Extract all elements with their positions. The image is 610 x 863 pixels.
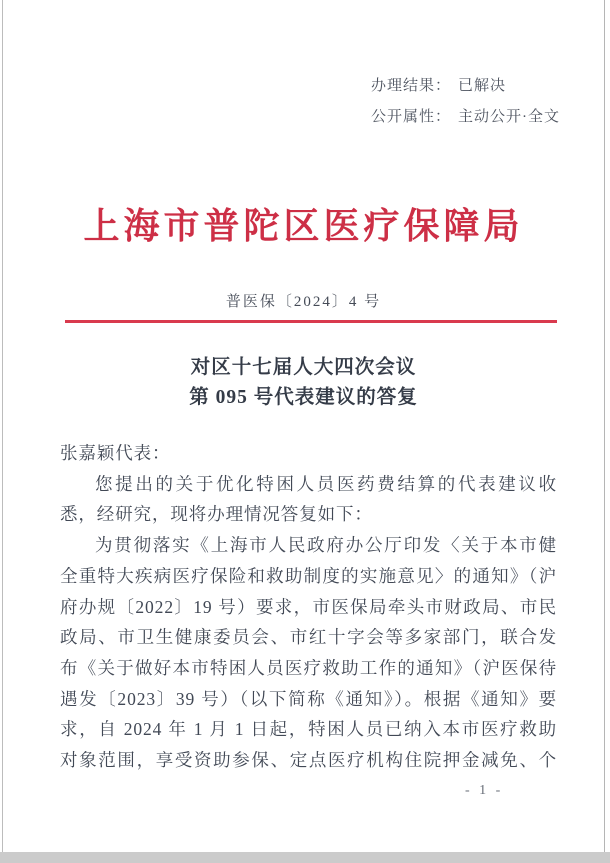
agency-masthead: 上海市普陀区医疗保障局: [83, 206, 524, 246]
publicity-value: 主动公开·全文: [458, 109, 561, 125]
document-title-line1: 对区十七届人大四次会议: [190, 357, 417, 378]
document-title-line2: 第 095 号代表建议的答复: [189, 387, 418, 408]
document-number: 普医保〔2024〕4 号: [225, 294, 382, 310]
salutation: 张嘉颖代表：: [60, 443, 171, 463]
publicity-label: 公开属性：: [371, 109, 452, 125]
body-line: 求，自 2024 年 1 月 1 日起，特困人员已纳入本市医疗救助: [60, 719, 557, 740]
red-divider-line: [65, 320, 557, 323]
meta-publicity-line: [371, 102, 560, 133]
body-line: 为贯彻落实《上海市人民政府办公厅印发〈关于本市健: [95, 535, 557, 556]
result-value: 已解决: [458, 78, 507, 94]
document-page: [2, 0, 605, 852]
meta-result-line: [371, 71, 560, 102]
page-number: - 1 -: [465, 783, 504, 798]
result-label: 办理结果：: [371, 78, 452, 94]
body-line: 布《关于做好本市特困人员医疗救助工作的通知》（沪医保待: [60, 657, 557, 678]
body-line: 遇发〔2023〕39 号）（以下简称《通知》）。根据《通知》要: [60, 688, 557, 709]
document-title: [3, 353, 604, 413]
body-line: 府办规〔2022〕19 号）要求，市医保局牵头市财政局、市民: [60, 596, 557, 617]
body-line: 对象范围，享受资助参保、定点医疗机构住院押金减免、个: [60, 750, 557, 771]
body-line: 全重特大疾病医疗保险和救助制度的实施意见〉的通知》（沪: [60, 565, 557, 586]
body-line: 悉，经研究，现将办理情况答复如下：: [60, 504, 373, 525]
body-line: 您提出的关于优化特困人员医药费结算的代表建议收: [95, 473, 557, 494]
meta-info-block: [371, 71, 560, 133]
letter-body: [60, 438, 557, 776]
body-line: 政局、市卫生健康委员会、市红十字会等多家部门，联合发: [60, 627, 557, 648]
scan-edge-strip: [0, 852, 610, 863]
